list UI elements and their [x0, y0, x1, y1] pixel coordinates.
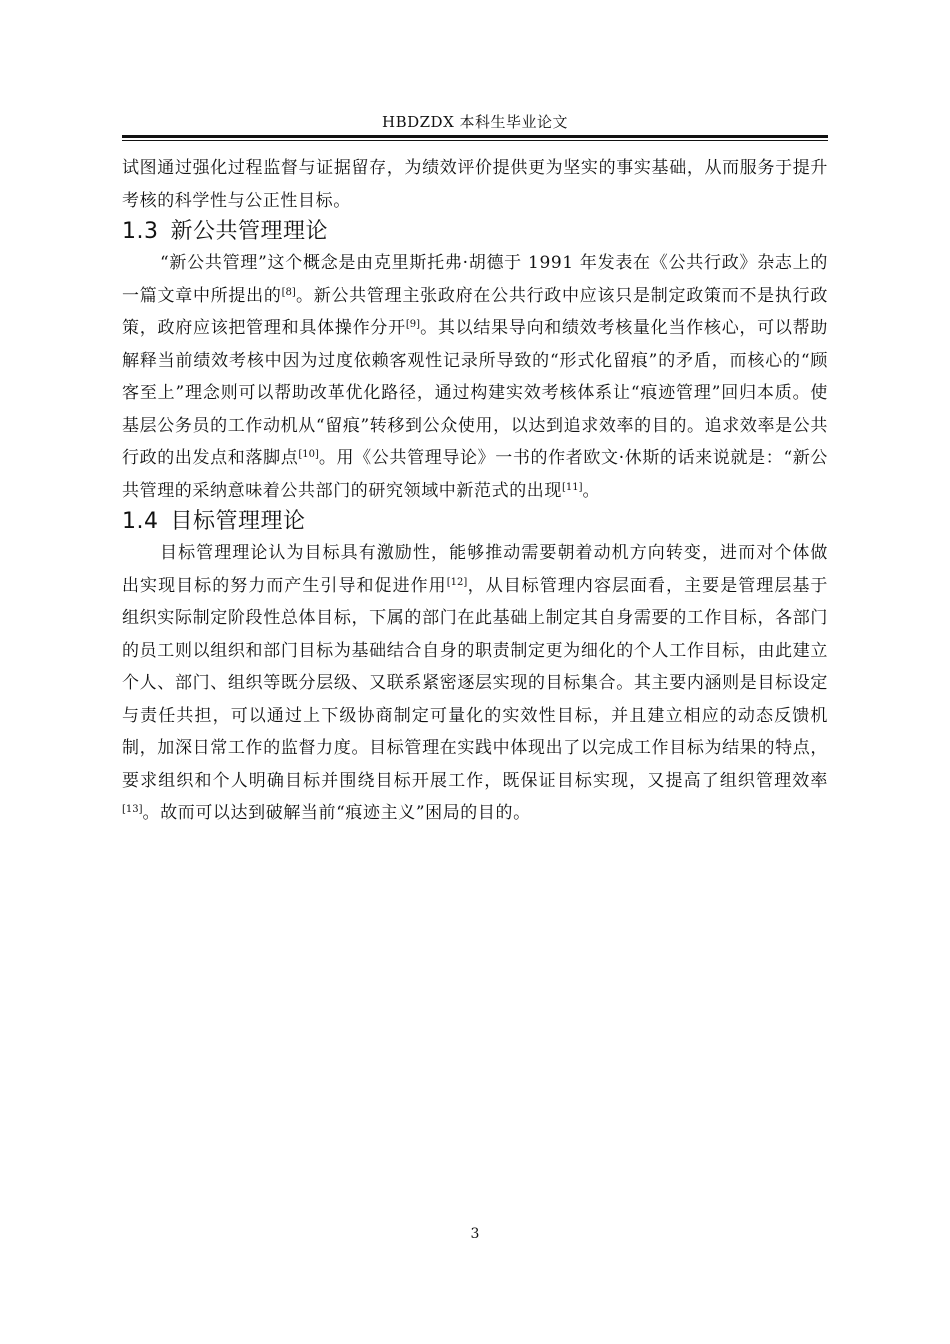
section-title: 新公共管理理论: [170, 219, 329, 244]
running-header: HBDZDX 本科生毕业论文: [381, 113, 569, 131]
paragraph-text: 。: [582, 480, 601, 501]
page-number: 3: [470, 1226, 480, 1242]
page-body: [122, 152, 828, 830]
citation-13: [13]: [122, 804, 143, 815]
citation-12: [12]: [446, 576, 468, 588]
header-rule-thin: [122, 140, 828, 141]
header-rule-thick: [122, 135, 828, 138]
paragraph-text: 。新公共管理主张政府在公共行政中应该只是制定政策而不是执行政策，政府应该把管理和具体操作分开: [122, 285, 828, 338]
section-1-4-paragraph: [122, 537, 828, 830]
citation-9: [9]: [405, 319, 420, 330]
citation-11: [11]: [562, 481, 583, 493]
section-number: 1.4: [122, 509, 159, 534]
paragraph-text: 。故而可以达到破解当前“痕迹主义”困局的目的。: [142, 803, 531, 823]
citation-8: [8]: [281, 286, 296, 298]
paragraph-text: 。用《公共管理导论》一书的作者欧文·休斯的话来说就是：“新公共管理的采纳意味着公共部门的研究领域中新范式的出现: [122, 448, 828, 501]
citation-10: [10]: [298, 449, 319, 460]
paragraph-text: 。其以结果导向和绩效考核量化当作核心，可以帮助解释当前绩效考核中因为过度依赖客观性记录所导致的“形式化留痕”的矛盾，而核心的“顾客至上”理念则可以帮助改革优化路径，通过构建实效考核体系让“痕迹管理”回归本质。使基层公务员的工作动机从“留痕”转移到公众使用，以达到追求效率的目的。追求效率是公共行政的出发点和落脚点: [122, 318, 828, 468]
paragraph-text: 目标管理理论认为目标具有激励性，能够推动需要朝着动机方向转变，进而对个体做出实现目标的努力而产生引导和促进作用: [122, 543, 828, 596]
paragraph-text: “新公共管理”这个概念是由克里斯托弗·胡德于 1991 年发表在《公共行政》杂志上的一篇文章中所提出的: [122, 253, 828, 306]
intro-paragraph: 试图通过强化过程监督与证据留存，为绩效评价提供更为坚实的事实基础，从而服务于提升考核的科学性与公正性目标。: [122, 158, 828, 211]
section-title: 目标管理理论: [170, 509, 306, 534]
section-number: 1.3: [122, 219, 159, 244]
paragraph-text: ，从目标管理内容层面看，主要是管理层基于组织实际制定阶段性总体目标，下属的部门在此基础上制定其自身需要的工作目标，各部门的员工则以组织和部门目标为基础结合自身的职责制定更为细化的个人工作目标，由此建立个人、部门、组织等既分层级、又联系紧密逐层实现的目标集合。其主要内涵则是目标设定与责任共担，可以通过上下级协商制定可量化的实效性目标，并且建立相应的动态反馈机制，加深日常工作的监督力度。目标管理在实践中体现出了以完成工作目标为结果的特点，要求组织和个人明确目标并围绕目标开展工作，既保证目标实现，又提高了组织管理效率: [122, 575, 828, 791]
section-heading-1-4: [122, 507, 828, 537]
section-heading-1-3: [122, 217, 828, 247]
section-1-3-paragraph: [122, 247, 828, 507]
